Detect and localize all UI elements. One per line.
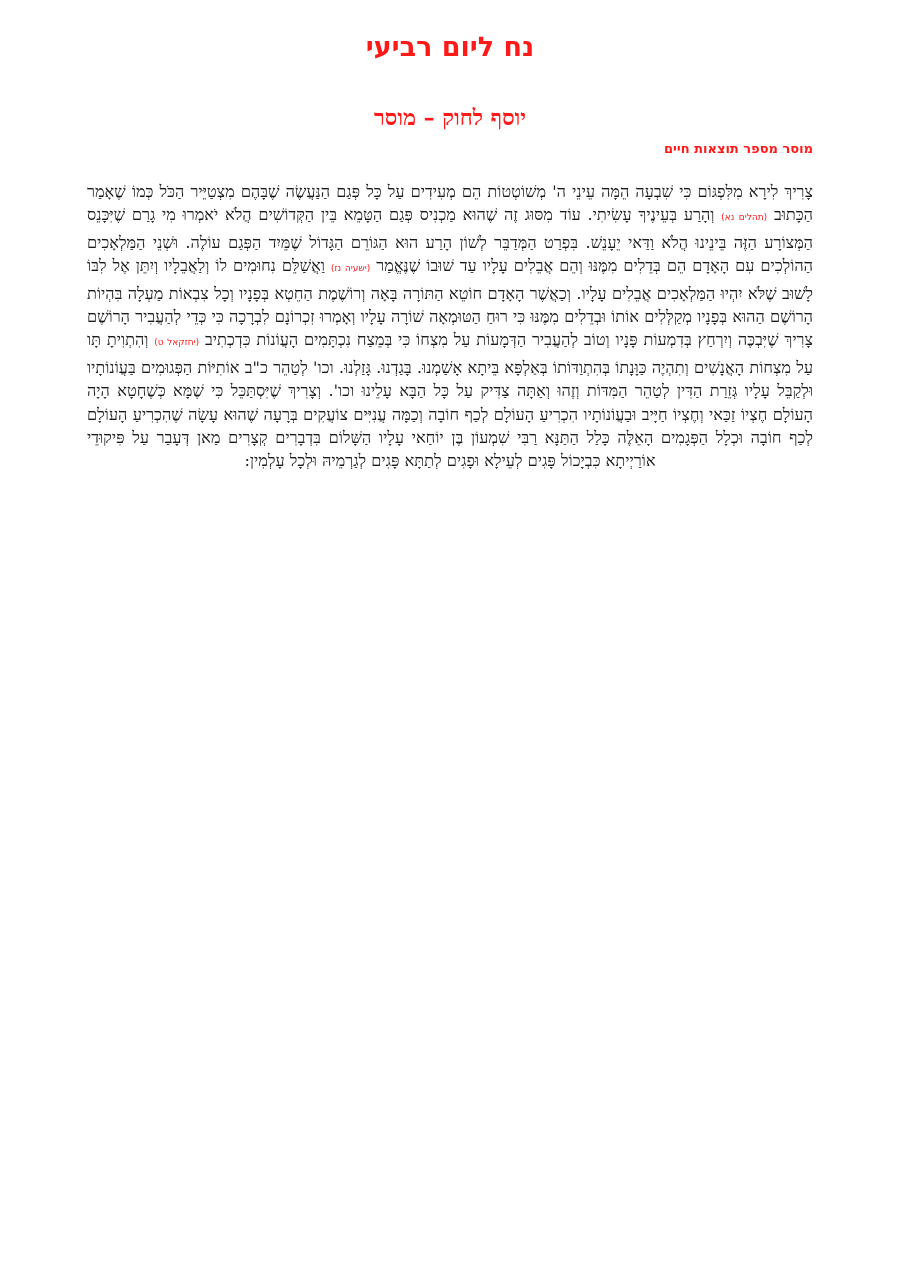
page-title: נח ליום רביעי	[365, 32, 535, 63]
verse-citation: (תהלים נא)	[721, 213, 768, 224]
body-paragraph	[87, 180, 813, 473]
source-attribution: מוסר מספר תוצאות חיים	[663, 142, 813, 157]
section-subtitle: יוסף לחוק – מוסר	[374, 105, 526, 131]
body-text-run: צָרִיךְ לִירָא מִלִּפְגּוֹם כִּי שִׁבְעָה הֵמָּה עֵינֵי ה' מְשׁוֹטְטוֹת הֵם מְעִידִים עַל כָּל פְּגַם הַנַּעֲשֶׂה שֶׁבָּהֶם מִצְטַיֵּיר הַכֹּל כְּמוֹ שֶׁאָמַר הַכָּתוּב	[87, 182, 813, 225]
body-text-run: וַאֲשַׁלֵּם נִחוּמִים לוֹ וְלַאֲבֵלָיו וְיִתֵּן אֶל לִבּוֹ לָשׁוּב שֶׁלֹּא יִהְיוּ הַמַּלְאָכִים אֲבֵלִים עָלָיו. וְכַאֲשֶׁר הָאָדָם חוֹטֵא הַתּוֹרָה בָּאָה וְרוֹשֶׁמֶת הַחֵטְא בְּפָנָיו וְכָל צִבְאוֹת מַעְלָה בִּהְיוֹת הָרוֹשֶׁם הַהוּא בְּפָנָיו מְקַלְּלִים אוֹתוֹ וּבְדֵלִים מִמֶּנּוּ כִּי רוּחַ הַטּוּמְאָה שׁוֹרָה עָלָיו וְאָמְרוּ זִכְרוֹנָם לִבְרָכָה כִּי כְּדֵי לְהַעֲבִיר הָרוֹשֶׁם צָרִיךְ שֶׁיִּבְכֶּה וְיִרְחַץ בְּדִמְעוֹת פָּנָיו וְטוֹב לְהַעֲבִיר הַדְּמָעוֹת עַל מִצְחוֹ כִּי בְּמֵצַח נִכְתָּמִים הָעֲוֹנוֹת כִּדְכְתִיב	[87, 256, 813, 350]
verse-citation: (יחזקאל ט)	[154, 338, 200, 349]
body-text-run: וְהִתְוִיתָ תָּו עַל מִצְחוֹת הָאֲנָשִׁים וְתִהְיֶה כַּוָּנָתוֹ בְּהִתְוַדּוֹתוֹ בְּאַלְפָּא בֵּיתָא אָשַׁמְנוּ. בָּגַדְנוּ. גָּזַלְנוּ. וכו' לְטַהֵר כ"ב אוֹתִיּוֹת הַפְּגוּמִים בַּעֲוֹנוֹתָיו וּלְקַבֵּל עָלָיו גְּזֵרַת הַדִּין לְטַהֵר הַמִּדּוֹת וְזֶהוּ וְאַתָּה צַדִּיק עַל כָּל הַבָּא עָלֵינוּ וכו'. וְצָרִיךְ שֶׁיִּסְתַּכֵּל כִּי שֶׁמָּא כְּשֶׁחָטָא הָיָה הָעוֹלָם חֶצְיוֹ זַכַּאי וְחֶצְיוֹ חַיָּיב וּבַעֲוֹנוֹתָיו הִכְרִיעַ הָעוֹלָם לְכַף חוֹבָה וְכַמָּה עֲנִיִּים צוֹעֲקִים בְּרָעָה שֶׁהוּא עָשָׂה שֶׁהִכְרִיעַ הָעוֹלָם לְכַף חוֹבָה וּכְלָל הַפְּגָמִים הָאֵלֶּה כָּלַל הַתַּנָּא רַבִּי שִׁמְעוֹן בֶּן יוֹחַאי עָלָיו הַשָּׁלוֹם בִּדְבָרִים קְצָרִים מַאן דְּעָבַר עַל פִּיקוּדֵי אוֹרַיְיתָא כִּבְיָכוֹל פָּגִים לְעֵילָא וּפָגִים לְתַתָּא פָּגִים לְגַרְמֵיהּ וּלְכָל עָלְמִין:	[87, 330, 813, 471]
verse-citation: (ישעיה נז)	[330, 264, 371, 275]
body-text-run: וְהָרַע בְּעֵינֶיךָ עָשִׂיתִי. עוֹד מִסּוּג זֶה שֶׁהוּא מַכְנִיס פְּגַם הַטָּמֵא בֵּין הַקְּדוֹשִׁים הֲלֹא יֹאמְרוּ מִי גָרַם שֶׁיִּכָּנֵס הַמְּצוֹרָע הַזֶּה בֵּינֵינוּ הֲלֹא וַדַּאי יֵעָנֵשׁ. בִּפְרַט הַמְּדַבֵּר לְשׁוֹן הָרַע הוּא הַגּוֹרֵם הַגָּדוֹל שֶׁמֵּיִד הַפְּגַם עוֹלֶה. וּשְׁנֵי הַמַּלְאָכִים הַהוֹלְכִים עִם הָאָדָם הֵם בְּדֵלִים מִמֶּנּוּ וְהֵם אֲבֵלִים עָלָיו עַד שׁוּבוֹ שֶׁנֶּאֱמַר	[87, 205, 813, 276]
